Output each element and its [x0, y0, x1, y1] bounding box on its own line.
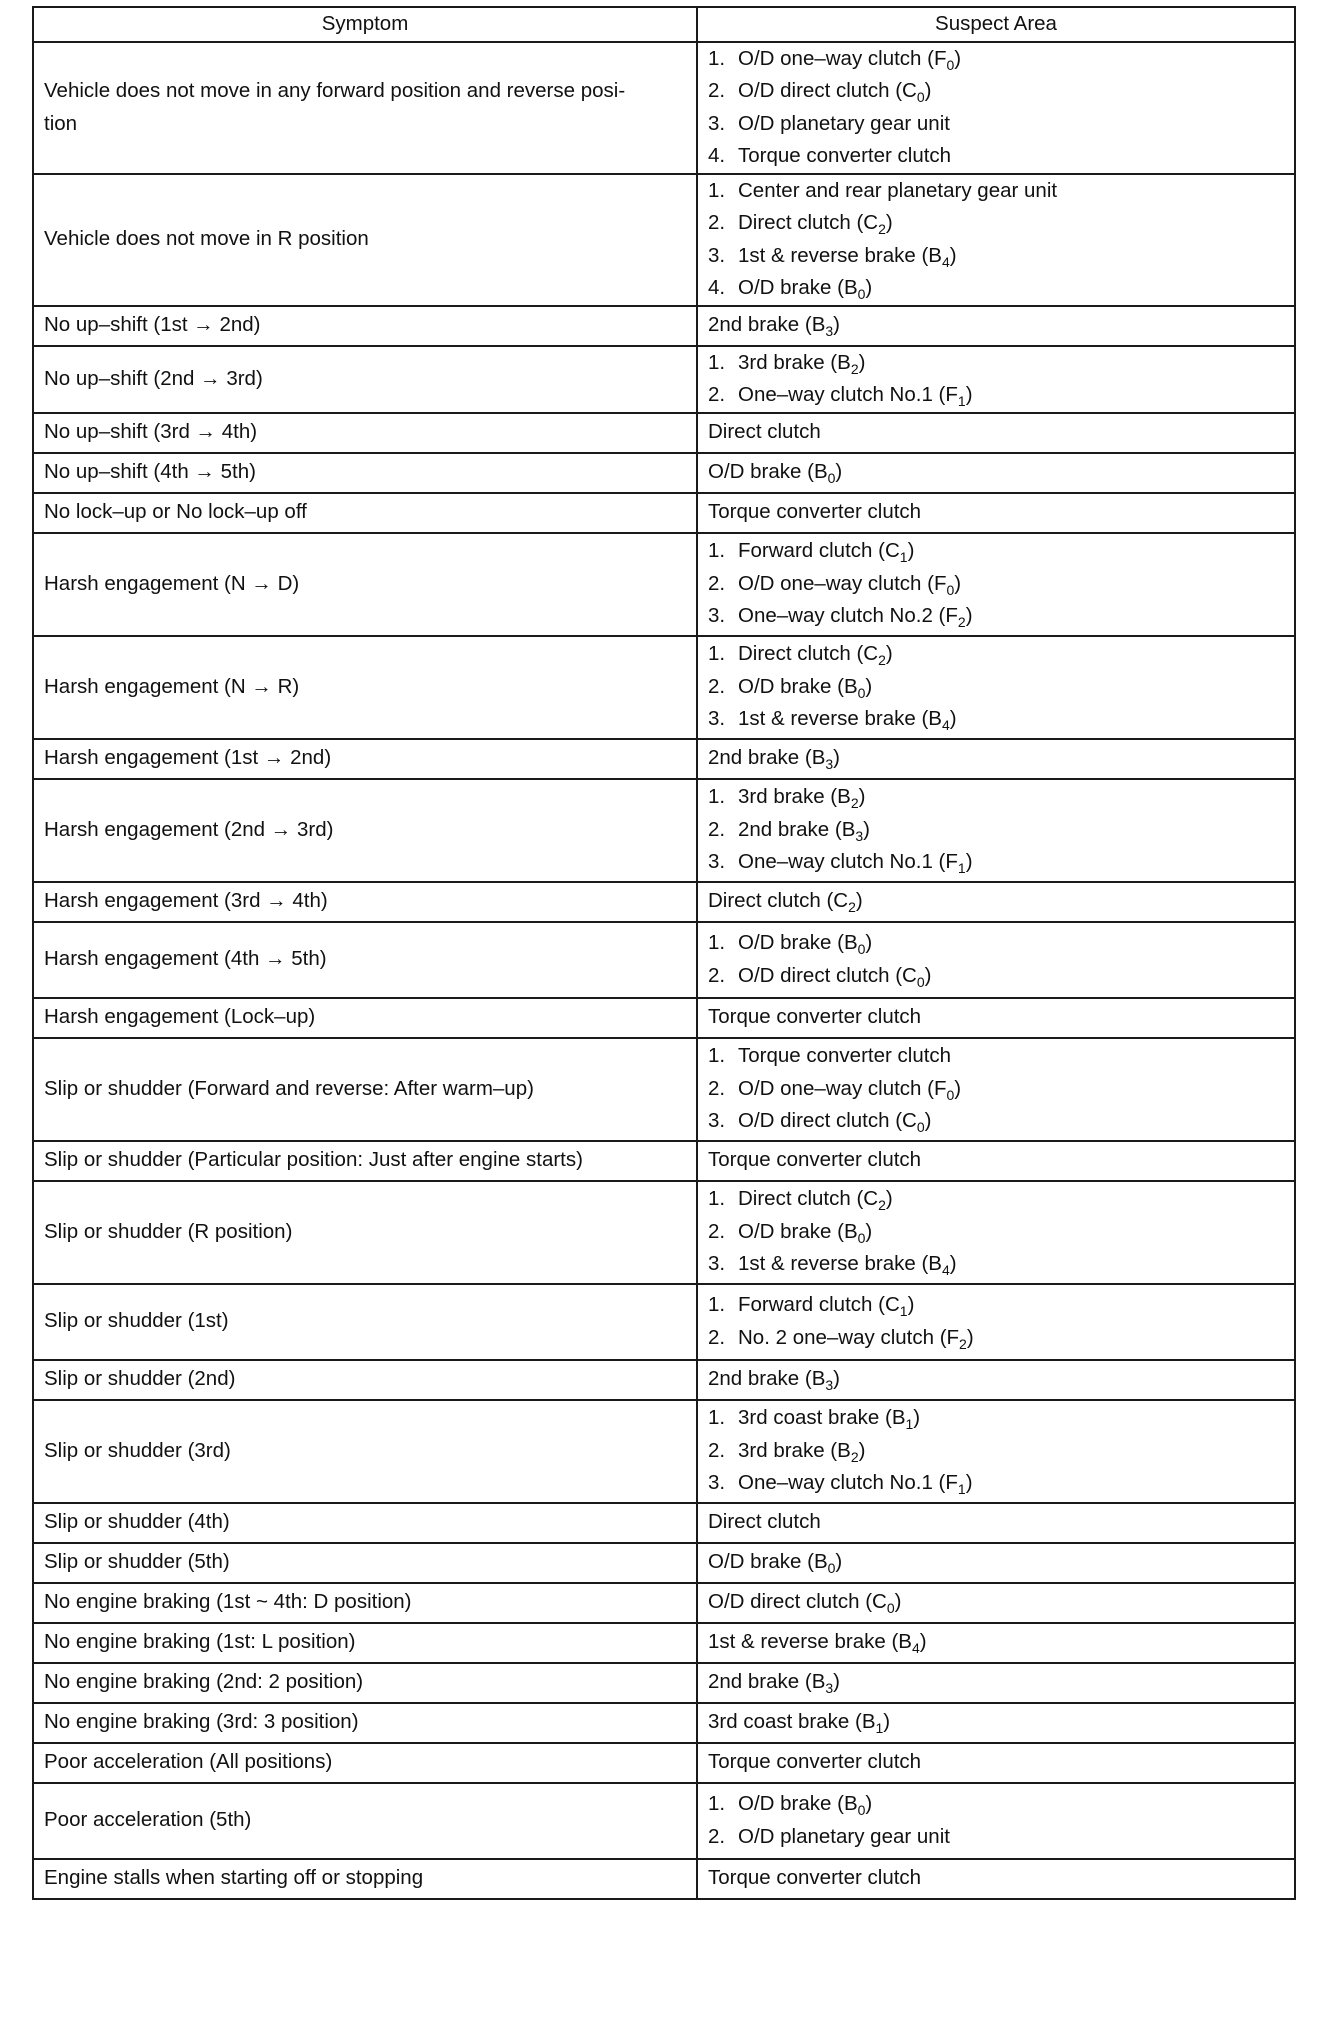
suspect-area-column-header: Suspect Area [697, 7, 1295, 42]
suspect-area-item: 3. 1st & reverse brake $(B_4)$ [708, 243, 957, 270]
suspect-area-item: 3. One–way clutch No.1 $(F_1)$ [708, 850, 973, 877]
suspect-area-cell [697, 1141, 1295, 1181]
symptom-cell: Poor acceleration (All positions) [33, 1743, 697, 1783]
suspect-area-item: 3. One–way clutch No.2 $(F_2)$ [708, 604, 973, 631]
suspect-area-list [708, 927, 1286, 992]
suspect-area-item: 2nd brake $(B_3)$ [708, 1367, 840, 1394]
suspect-area-list [708, 1788, 1286, 1853]
suspect-area-cell [697, 42, 1295, 174]
suspect-area-cell [697, 1583, 1295, 1623]
symptom-cell: Slip or shudder (2nd) [33, 1360, 697, 1400]
table-row [33, 779, 1295, 882]
suspect-area-item: 2nd brake $(B_3)$ [708, 313, 840, 340]
table-row [33, 453, 1295, 493]
symptom-cell: No engine braking (3rd: 3 position) [33, 1703, 697, 1743]
suspect-area-cell [697, 1543, 1295, 1583]
symptom-cell: No lock–up or No lock–up off [33, 493, 697, 533]
table-row [33, 998, 1295, 1038]
symptom-cell: Vehicle does not move in R position [33, 174, 697, 306]
symptom-cell: No engine braking (1st ~ 4th: D position) [33, 1583, 697, 1623]
suspect-area-item: 1. Torque converter clutch [708, 1044, 952, 1068]
table-row [33, 1743, 1295, 1783]
table-row [33, 1038, 1295, 1141]
table-row [33, 493, 1295, 533]
suspect-area-item: 2. No. 2 one–way clutch $(F_2)$ [708, 1325, 974, 1352]
symptom-cell: Vehicle does not move in any forward position and reverse posi- tion [33, 42, 697, 174]
suspect-area-item: 1. O/D brake $(B_0)$ [708, 1792, 873, 1819]
symptom-table [32, 6, 1296, 1900]
symptom-cell: Harsh engagement (N → D) [33, 533, 697, 636]
table-row [33, 413, 1295, 453]
table-row [33, 174, 1295, 306]
suspect-area-item: O/D brake $(B_0)$ [708, 1550, 843, 1577]
suspect-area-item: Torque converter clutch [708, 1005, 922, 1029]
suspect-area-cell [697, 1038, 1295, 1141]
suspect-area-item: 2. 3rd brake $(B_2)$ [708, 1438, 866, 1465]
suspect-area-item: Direct clutch $(C_2)$ [708, 889, 863, 916]
suspect-area-cell [697, 922, 1295, 998]
suspect-area-cell [697, 1743, 1295, 1783]
suspect-area-item: 3. O/D planetary gear unit [708, 111, 950, 135]
suspect-area-item: Direct clutch [708, 1510, 821, 1534]
table-body [33, 42, 1295, 1899]
suspect-area-item: 2. O/D direct clutch $(C_0)$ [708, 79, 932, 106]
suspect-area-item: Torque converter clutch [708, 500, 922, 524]
suspect-area-item: 2. One–way clutch No.1 $(F_1)$ [708, 383, 973, 410]
suspect-area-item: 1. 3rd brake $(B_2)$ [708, 350, 866, 377]
symptom-cell: Poor acceleration (5th) [33, 1783, 697, 1859]
suspect-area-cell [697, 1703, 1295, 1743]
table-row [33, 882, 1295, 922]
suspect-area-item: O/D direct clutch $(C_0)$ [708, 1590, 902, 1617]
table-row [33, 1783, 1295, 1859]
suspect-area-cell [697, 636, 1295, 739]
table-row [33, 1543, 1295, 1583]
symptom-cell: Harsh engagement (2nd → 3rd) [33, 779, 697, 882]
suspect-area-cell [697, 346, 1295, 413]
symptom-cell: No engine braking (1st: L position) [33, 1623, 697, 1663]
suspect-area-cell [697, 1360, 1295, 1400]
suspect-area-item: 1. O/D brake $(B_0)$ [708, 931, 873, 958]
suspect-area-item: 2nd brake $(B_3)$ [708, 746, 840, 773]
suspect-area-cell [697, 1623, 1295, 1663]
suspect-area-cell [697, 533, 1295, 636]
suspect-area-list [708, 1040, 1286, 1138]
symptom-cell: No up–shift (1st → 2nd) [33, 306, 697, 346]
suspect-area-item: 2. O/D one–way clutch $(F_0)$ [708, 1076, 962, 1103]
suspect-area-cell [697, 1783, 1295, 1859]
table-row [33, 1141, 1295, 1181]
suspect-area-cell [697, 1284, 1295, 1360]
symptom-column-header: Symptom [33, 7, 697, 42]
symptom-cell: Slip or shudder (Particular position: Just after engine starts) [33, 1141, 697, 1181]
suspect-area-list [708, 638, 1286, 736]
symptom-cell: Slip or shudder (R position) [33, 1181, 697, 1284]
suspect-area-item: 2. O/D direct clutch $(C_0)$ [708, 963, 932, 990]
table-row [33, 1181, 1295, 1284]
suspect-area-item: 3. O/D direct clutch $(C_0)$ [708, 1109, 932, 1136]
suspect-area-cell [697, 882, 1295, 922]
symptom-cell: Harsh engagement (4th → 5th) [33, 922, 697, 998]
table-row [33, 346, 1295, 413]
symptom-cell: Slip or shudder (4th) [33, 1503, 697, 1543]
suspect-area-item: 4. O/D brake $(B_0)$ [708, 276, 873, 303]
symptom-cell: No up–shift (4th → 5th) [33, 453, 697, 493]
suspect-area-cell [697, 306, 1295, 346]
suspect-area-item: 1. Direct clutch $(C_2)$ [708, 642, 893, 669]
suspect-area-item: 3rd coast brake $(B_1)$ [708, 1710, 891, 1737]
table-row [33, 1503, 1295, 1543]
suspect-area-cell [697, 1663, 1295, 1703]
table-row [33, 306, 1295, 346]
suspect-area-list [708, 1183, 1286, 1281]
suspect-area-item: 1. Forward clutch $(C_1)$ [708, 1293, 915, 1320]
suspect-area-item: 2nd brake $(B_3)$ [708, 1670, 840, 1697]
suspect-area-item: 1. O/D one–way clutch $(F_0)$ [708, 46, 962, 73]
table-row [33, 1284, 1295, 1360]
suspect-area-cell [697, 413, 1295, 453]
suspect-area-item: 3. One–way clutch No.1 $(F_1)$ [708, 1471, 973, 1498]
suspect-area-list [708, 535, 1286, 633]
suspect-area-cell [697, 779, 1295, 882]
suspect-area-list [708, 1289, 1286, 1354]
header-row [33, 7, 1295, 42]
suspect-area-item: 3. 1st & reverse brake $(B_4)$ [708, 1252, 957, 1279]
suspect-area-item: Direct clutch [708, 420, 821, 444]
suspect-area-cell [697, 1503, 1295, 1543]
symptom-cell: Harsh engagement (Lock–up) [33, 998, 697, 1038]
table-row [33, 1859, 1295, 1899]
symptom-cell: Engine stalls when starting off or stopping [33, 1859, 697, 1899]
suspect-area-item: 2. O/D planetary gear unit [708, 1824, 950, 1848]
suspect-area-item: 1. Direct clutch $(C_2)$ [708, 1187, 893, 1214]
suspect-area-cell [697, 1181, 1295, 1284]
suspect-area-item: 1. 3rd coast brake $(B_1)$ [708, 1406, 921, 1433]
table-row [33, 1703, 1295, 1743]
table-row [33, 739, 1295, 779]
table-row [33, 636, 1295, 739]
symptom-cell: No engine braking (2nd: 2 position) [33, 1663, 697, 1703]
suspect-area-item: 2. O/D one–way clutch $(F_0)$ [708, 571, 962, 598]
suspect-area-item: 1. 3rd brake $(B_2)$ [708, 785, 866, 812]
suspect-area-item: 2. O/D brake $(B_0)$ [708, 1219, 873, 1246]
suspect-area-item: 1st & reverse brake $(B_4)$ [708, 1630, 927, 1657]
table-row [33, 1360, 1295, 1400]
symptom-cell: Slip or shudder (Forward and reverse: After warm–up) [33, 1038, 697, 1141]
suspect-area-cell [697, 493, 1295, 533]
troubleshooting-sheet [32, 6, 1294, 1900]
suspect-area-item: O/D brake $(B_0)$ [708, 460, 843, 487]
symptom-cell: No up–shift (2nd → 3rd) [33, 346, 697, 413]
suspect-area-cell [697, 1859, 1295, 1899]
symptom-cell: Slip or shudder (1st) [33, 1284, 697, 1360]
symptom-cell: Slip or shudder (5th) [33, 1543, 697, 1583]
symptom-cell: No up–shift (3rd → 4th) [33, 413, 697, 453]
suspect-area-list [708, 781, 1286, 879]
symptom-cell: Harsh engagement (3rd → 4th) [33, 882, 697, 922]
suspect-area-item: 3. 1st & reverse brake $(B_4)$ [708, 707, 957, 734]
symptom-cell: Slip or shudder (3rd) [33, 1400, 697, 1503]
table-row [33, 42, 1295, 174]
suspect-area-cell [697, 998, 1295, 1038]
suspect-area-item: 2. Direct clutch $(C_2)$ [708, 211, 893, 238]
table-row [33, 1623, 1295, 1663]
table-row [33, 922, 1295, 998]
suspect-area-cell [697, 1400, 1295, 1503]
suspect-area-list [708, 1402, 1286, 1500]
table-row [33, 533, 1295, 636]
suspect-area-item: 1. Center and rear planetary gear unit [708, 178, 1058, 202]
table-row [33, 1663, 1295, 1703]
suspect-area-item: 4. Torque converter clutch [708, 144, 952, 167]
suspect-area-item: 2. 2nd brake $(B_3)$ [708, 817, 870, 844]
suspect-area-item: Torque converter clutch [708, 1866, 922, 1890]
suspect-area-item: Torque converter clutch [708, 1750, 922, 1774]
suspect-area-list [708, 347, 1286, 412]
table-row [33, 1583, 1295, 1623]
suspect-area-item: 1. Forward clutch $(C_1)$ [708, 539, 915, 566]
table-row [33, 1400, 1295, 1503]
suspect-area-list [708, 43, 1286, 173]
suspect-area-item: 2. O/D brake $(B_0)$ [708, 674, 873, 701]
suspect-area-cell [697, 739, 1295, 779]
suspect-area-cell [697, 453, 1295, 493]
suspect-area-item: Torque converter clutch [708, 1148, 922, 1172]
symptom-cell: Harsh engagement (1st → 2nd) [33, 739, 697, 779]
symptom-cell: Harsh engagement (N → R) [33, 636, 697, 739]
suspect-area-cell [697, 174, 1295, 306]
suspect-area-list [708, 175, 1286, 305]
